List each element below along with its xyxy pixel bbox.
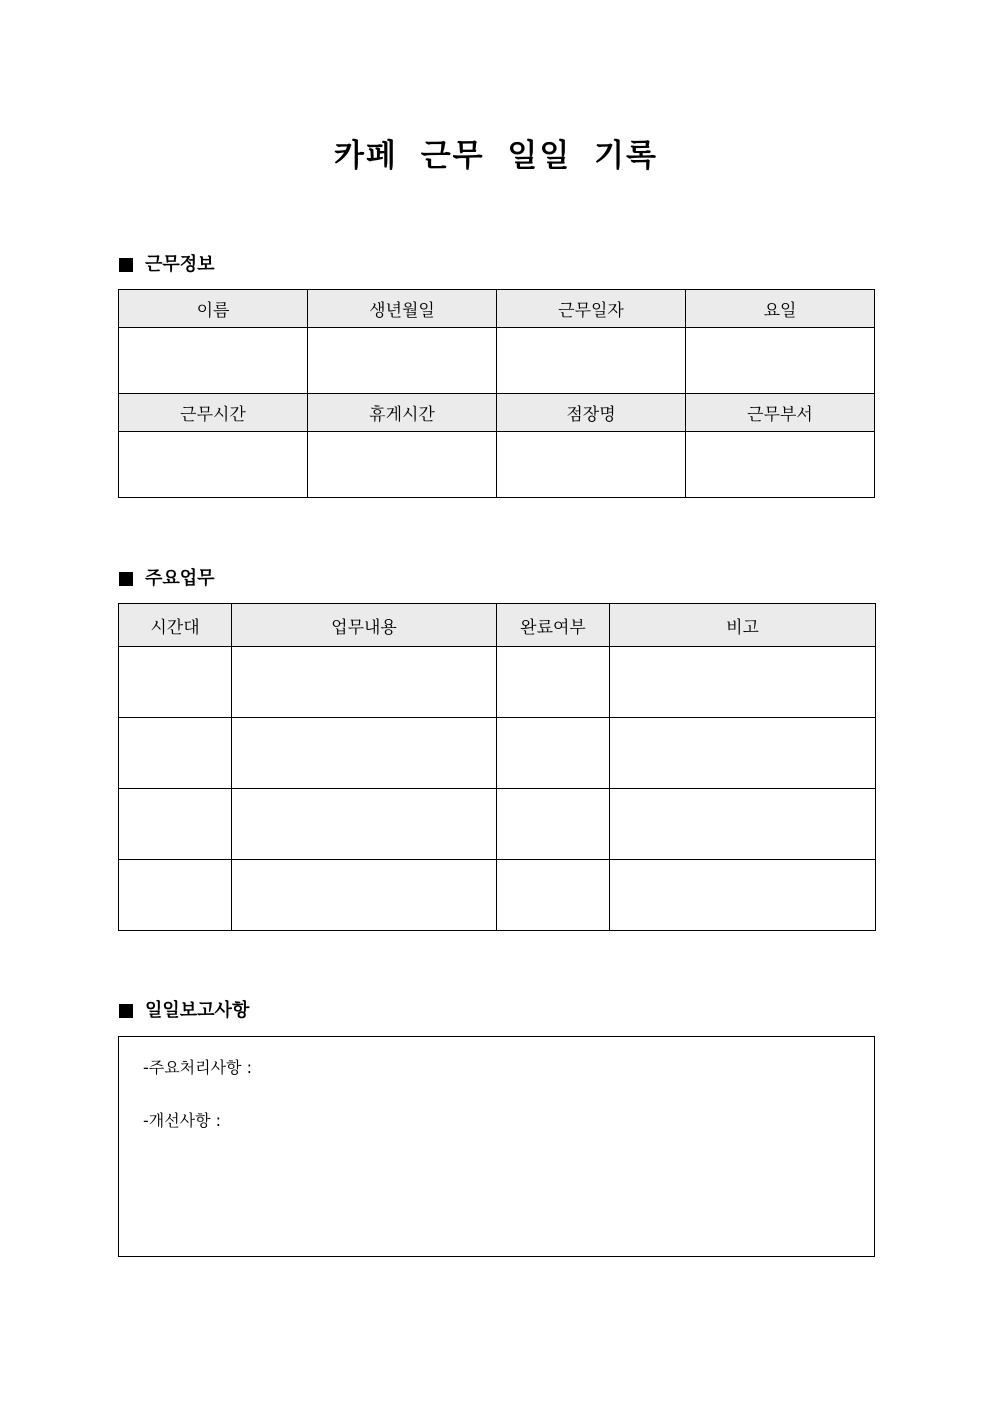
- table-row: [119, 789, 876, 860]
- report-line-main-items: -주요처리사항 :: [143, 1058, 252, 1077]
- cell-task-content[interactable]: [232, 647, 497, 718]
- cell-task-content[interactable]: [232, 860, 497, 931]
- section-heading-label: 주요업무: [145, 568, 215, 589]
- square-bullet-icon: [119, 572, 133, 586]
- table-header-row: [119, 394, 875, 432]
- cell-weekday[interactable]: [686, 328, 875, 394]
- square-bullet-icon: [119, 258, 133, 272]
- cell-time-slot[interactable]: [119, 789, 232, 860]
- header-completion: 완료여부: [497, 604, 610, 647]
- daily-report-box[interactable]: [118, 1036, 875, 1257]
- cell-completion[interactable]: [497, 860, 610, 931]
- header-weekday: 요일: [686, 290, 875, 328]
- table-header-row: [119, 604, 876, 647]
- square-bullet-icon: [119, 1004, 133, 1018]
- header-work-date: 근무일자: [497, 290, 686, 328]
- header-work-hours: 근무시간: [119, 394, 308, 432]
- cell-work-hours[interactable]: [119, 432, 308, 498]
- table-row: [119, 432, 875, 498]
- cell-time-slot[interactable]: [119, 647, 232, 718]
- cell-completion[interactable]: [497, 718, 610, 789]
- table-row: [119, 860, 876, 931]
- header-birthdate: 생년월일: [308, 290, 497, 328]
- table-row: [119, 718, 876, 789]
- header-department: 근무부서: [686, 394, 875, 432]
- section-heading-work-info: [119, 253, 215, 277]
- section-heading-label: 근무정보: [145, 254, 215, 275]
- table-header-row: [119, 290, 875, 328]
- section-heading-label: 일일보고사항: [145, 1000, 250, 1021]
- main-tasks-table: [118, 603, 876, 931]
- section-heading-main-tasks: [119, 567, 215, 591]
- header-remarks: 비고: [610, 604, 876, 647]
- header-time-slot: 시간대: [119, 604, 232, 647]
- table-row: [119, 328, 875, 394]
- work-info-table: [118, 289, 875, 498]
- cell-birthdate[interactable]: [308, 328, 497, 394]
- section-heading-daily-report: [119, 999, 249, 1023]
- header-task-content: 업무내용: [232, 604, 497, 647]
- page-title: 카페 근무 일일 기록: [334, 138, 658, 174]
- cell-time-slot[interactable]: [119, 860, 232, 931]
- cell-completion[interactable]: [497, 789, 610, 860]
- header-break-time: 휴게시간: [308, 394, 497, 432]
- table-row: [119, 647, 876, 718]
- cell-task-content[interactable]: [232, 789, 497, 860]
- header-name: 이름: [119, 290, 308, 328]
- cell-remarks[interactable]: [610, 718, 876, 789]
- cell-break-time[interactable]: [308, 432, 497, 498]
- header-manager-name: 점장명: [497, 394, 686, 432]
- cell-remarks[interactable]: [610, 789, 876, 860]
- cell-completion[interactable]: [497, 647, 610, 718]
- cell-manager-name[interactable]: [497, 432, 686, 498]
- cell-remarks[interactable]: [610, 860, 876, 931]
- report-line-improvements: -개선사항 :: [143, 1111, 222, 1130]
- cell-time-slot[interactable]: [119, 718, 232, 789]
- cell-work-date[interactable]: [497, 328, 686, 394]
- cell-department[interactable]: [686, 432, 875, 498]
- cell-remarks[interactable]: [610, 647, 876, 718]
- cell-name[interactable]: [119, 328, 308, 394]
- cell-task-content[interactable]: [232, 718, 497, 789]
